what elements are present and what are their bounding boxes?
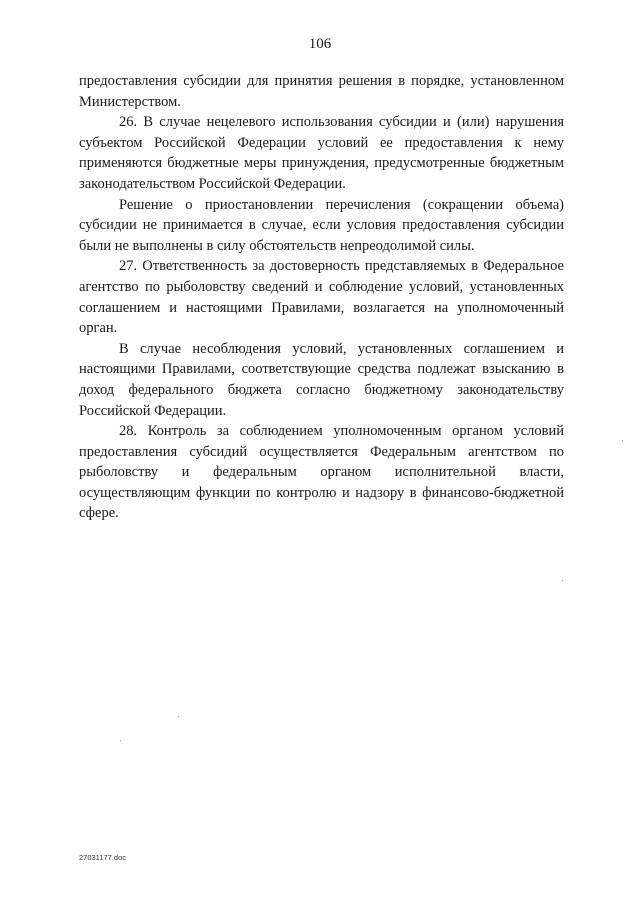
scan-speck xyxy=(622,440,623,441)
paragraph-continuation: предоставления субсидии для принятия решения в порядке, установленном Министерством. xyxy=(79,73,564,110)
paragraph-decision: Решение о приостановлении перечисления (сокращении объема) субсидии не принимается в случае, если условия предоставления субсидии были не выполнены в силу обстоятельств непреодолимой силы. xyxy=(79,196,564,254)
paragraph-27: 27. Ответственность за достоверность представляемых в Федеральное агентство по рыболовству сведений и соблюдение условий, установленных соглашением и настоящими Правилами, возлагается на уполномоченный орган. xyxy=(79,258,564,337)
scan-speck xyxy=(178,716,179,717)
footer-filename: 27031177.doc xyxy=(79,853,126,862)
document-body xyxy=(79,71,564,524)
scan-speck xyxy=(120,740,121,741)
paragraph-noncompliance: В случае несоблюдения условий, установленных соглашением и настоящими Правилами, соответствующие средства подлежат взысканию в доход федерального бюджета согласно бюджетному законодательству Российской Федерации. xyxy=(79,340,564,419)
paragraph-28: 28. Контроль за соблюдением уполномоченным органом условий предоставления субсидий осуществляется Федеральным агентством по рыболовству и федеральным органом исполнительной власти, осуществляющим функции по контролю и надзору в финансово-бюджетной сфере. xyxy=(79,423,564,522)
scan-speck xyxy=(562,580,563,581)
paragraph-26: 26. В случае нецелевого использования субсидии и (или) нарушения субъектом Российской Федерации условий ее предоставления к нему применяются бюджетные меры принуждения, предусмотренные бюджетным законодательством Российской Федерации. xyxy=(79,114,564,192)
page-number: 106 xyxy=(308,36,332,52)
